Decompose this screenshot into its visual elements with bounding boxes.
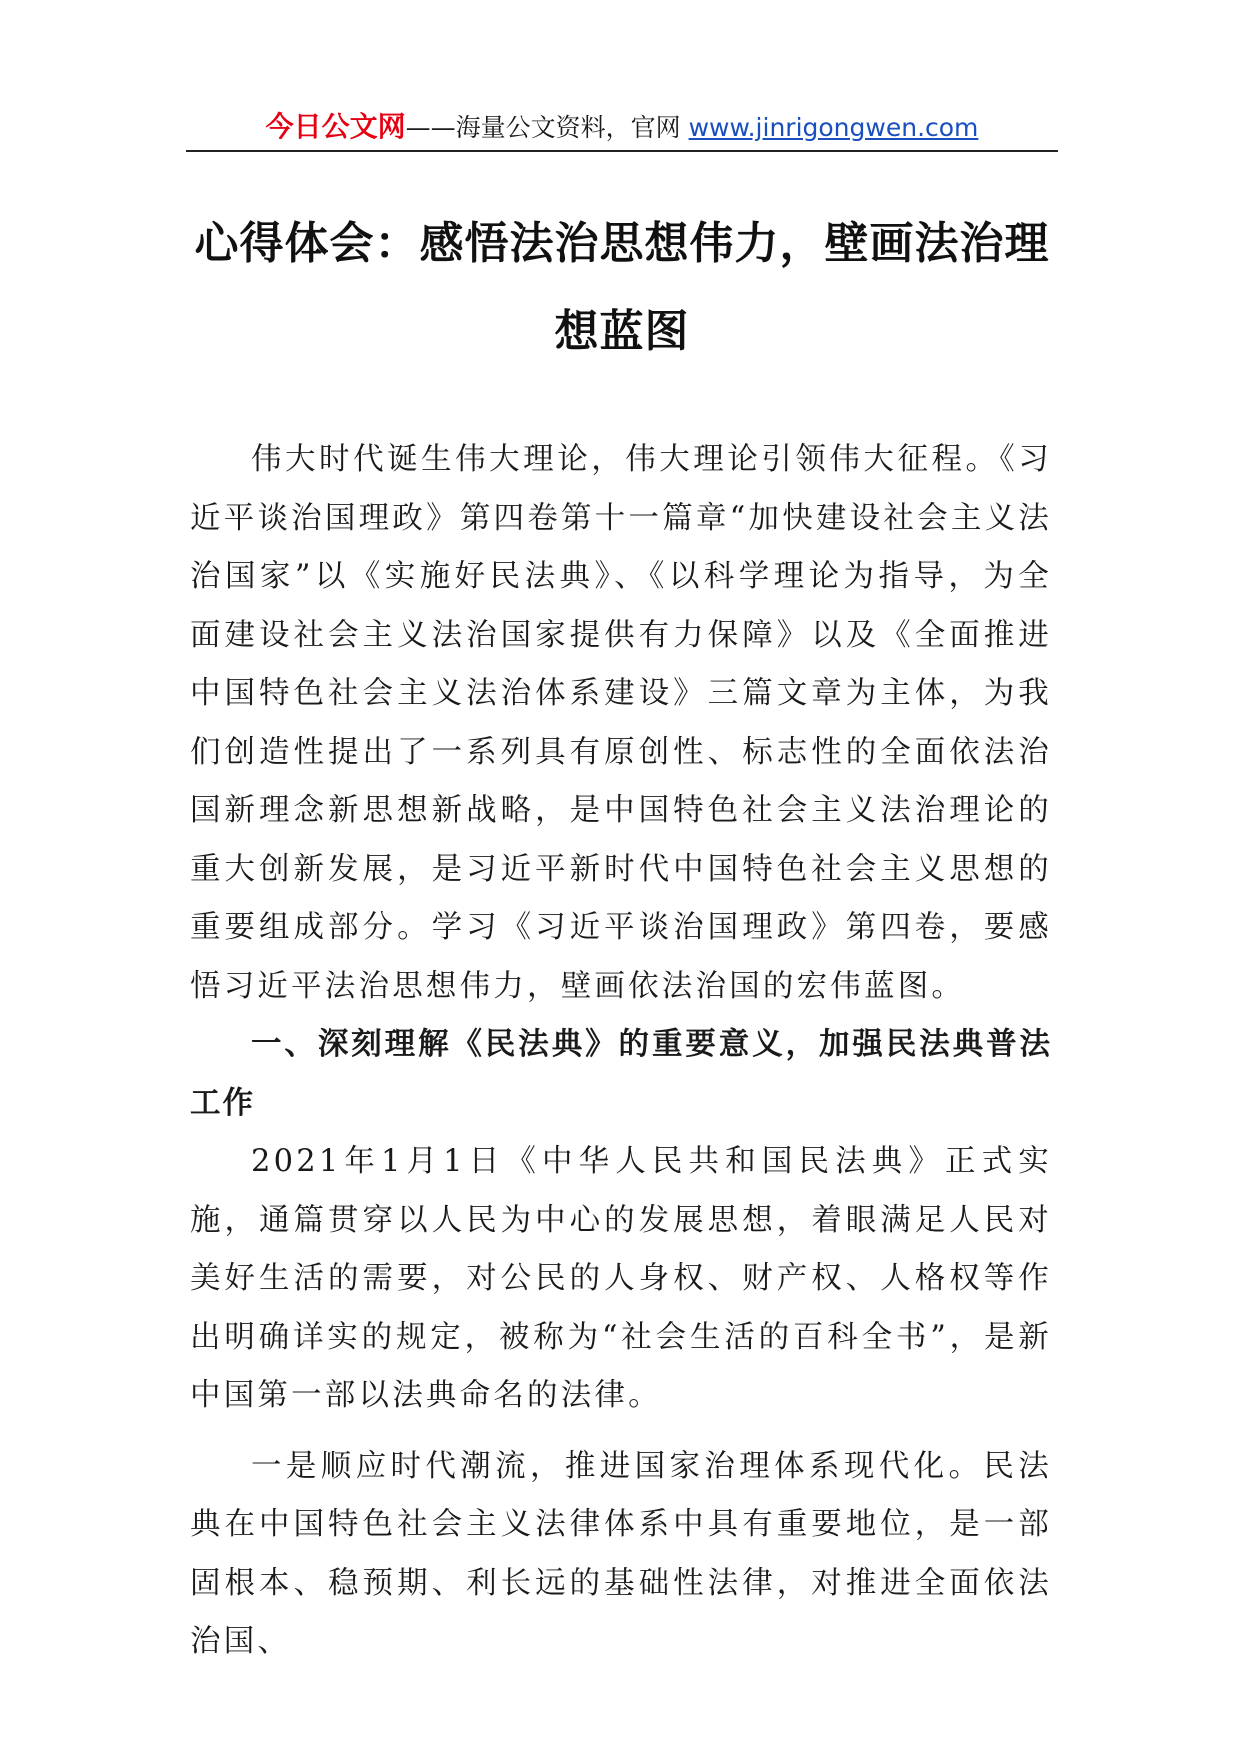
document-title: 心得体会：感悟法治思想伟力，壁画法治理想蓝图: [194, 218, 1050, 357]
site-header: [186, 104, 1058, 152]
body-paragraph: 2021年1月1日《中华人民共和国民法典》正式实施，通篇贯穿以人民为中心的发展思想，着眼满足人民对美好生活的需要，对公民的人身权、财产权、人格权等作出明确详实的规定，被称为“社会生活的百科全书”，是新中国第一部以法典命名的法律。: [190, 1144, 1052, 1413]
section-heading: 一、深刻理解《民法典》的重要意义，加强民法典普法工作: [190, 1027, 1052, 1121]
body-paragraph: 伟大时代诞生伟大理论，伟大理论引领伟大征程。《习近平谈治国理政》第四卷第十一篇章“加快建设社会主义法治国家”以《实施好民法典》、《以科学理论为指导，为全面建设社会主义法治国家提供有力保障》以及《全面推进中国特色社会主义法治体系建设》三篇文章为主体，为我们创造性提出了一系列具有原创性、标志性的全面依法治国新理念新思想新战略，是中国特色社会主义法治理论的重大创新发展，是习近平新时代中国特色社会主义思想的重要组成部分。学习《习近平谈治国理政》第四卷，要感悟习近平法治思想伟力，壁画依法治国的宏伟蓝图。: [190, 442, 1052, 1004]
site-brand: 今日公文网: [265, 110, 406, 143]
site-url-link[interactable]: www.jinrigongwen.com: [688, 113, 979, 142]
site-description: ——海量公文资料，官网: [405, 113, 689, 142]
body-paragraph: 一是顺应时代潮流，推进国家治理体系现代化。民法典在中国特色社会主义法律体系中具有重要地位，是一部固根本、稳预期、利长远的基础性法律，对推进全面依法治国、: [190, 1448, 1052, 1659]
document-body: [190, 431, 1052, 1672]
